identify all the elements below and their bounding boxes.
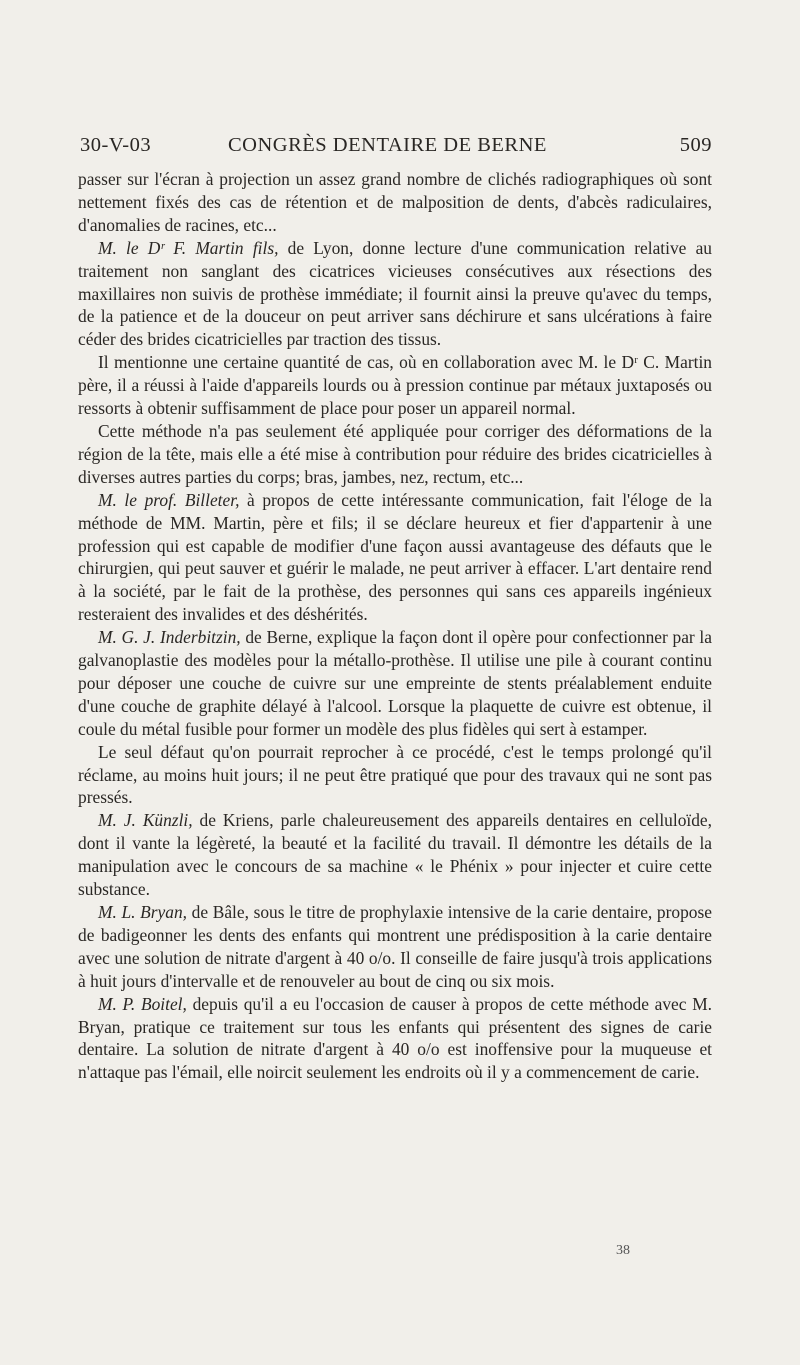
paragraph: M. G. J. Inderbitzin, de Berne, explique la façon dont il opère pour confectionner par la galvanoplastie des modèles pour la métallo-prothèse. Il utilise une pile à courant continu pour déposer une couche de cuivre sur une empreinte de stents préalablement enduite d'une couche de graphite délayé à l'alcool. Lorsque la plaquette de cuivre est obtenue, il coule du métal fusible pour former un modèle des plus fidèles qui sert à estamper. (78, 627, 712, 739)
paragraph: Il mentionne une certaine quantité de cas, où en collaboration avec M. le Dʳ C. Martin père, il a réussi à l'aide d'appareils lourds ou à pression continue par métaux juxtaposés ou ressorts à obtenir suffisamment de place pour poser un appareil normal. (78, 352, 712, 419)
paragraph: M. P. Boitel, depuis qu'il a eu l'occasion de causer à propos de cette méthode avec M. Bryan, pratique ce traitement sur tous les enfants qui présentent des signes de carie dentaire. La solution de nitrate d'argent à 40 o/o est inoffensive pour la muqueuse et n'attaque pas l'émail, elle noircit seulement les endroits où il y a commencement de carie. (78, 993, 713, 1083)
speaker-name: M. G. J. Inderbitzin, (98, 627, 241, 648)
speaker-name: M. le Dʳ F. Martin fils, (98, 237, 279, 258)
speaker-name: M. J. Künzli, (98, 810, 193, 831)
body-text (78, 168, 712, 1084)
paragraph: M. J. Künzli, de Kriens, parle chaleureusement des appareils dentaires en celluloïde, dont il vante la légèreté, la beauté et la facilité du travail. Il démontre les détails de la manipulation avec le concours de sa machine « le Phénix » pour injecter et cuire cette substance. (78, 810, 712, 900)
paragraph: passer sur l'écran à projection un assez grand nombre de clichés radiographiques où sont nettement fixés des cas de rétention et de malposition de dents, d'abcès radiculaires, d'anomalies de racines, etc... (78, 169, 712, 235)
speaker-name: M. L. Bryan, (98, 902, 188, 922)
speaker-name: M. P. Boitel, (98, 993, 187, 1014)
paragraph: M. le prof. Billeter, à propos de cette intéressante communication, fait l'éloge de la méthode de MM. Martin, père et fils; il se déclare heureux et fier d'appartenir à une profession qui est capable de modifier d'une façon aussi avantageuse des défauts que le chirurgien, qui peut sauver et guérir le malade, ne peut arriver à effacer. L'art dentaire rend à la société, par le fait de la prothèse, des personnes qui sans ces appareils ingénieux resteraient des invalides et des déshérités. (78, 489, 712, 625)
header-title: CONGRÈS DENTAIRE DE BERNE (228, 134, 547, 156)
signature-mark: 38 (616, 1243, 630, 1258)
paragraph: M. L. Bryan, de Bâle, sous le titre de prophylaxie intensive de la carie dentaire, propose de badigeonner les dents des enfants qui montrent une prédisposition à la carie dentaire avec une solution de nitrate d'argent à 40 o/o. Il conseille de faire jusqu'à trois applications à huit jours d'intervalle et de renouveler au bout de cinq ou six mois. (78, 902, 712, 991)
paragraph: Cette méthode n'a pas seulement été appliquée pour corriger des déformations de la région de la tête, mais elle a été mise à contribution pour réduire des brides cicatricielles à diverses autres parties du corps; bras, jambes, nez, rectum, etc... (78, 420, 712, 487)
page-number: 509 (679, 134, 712, 156)
running-header (80, 134, 712, 164)
speaker-name: M. le prof. Billeter, (98, 489, 240, 510)
header-date: 30-V-03 (80, 134, 152, 156)
paragraph: Le seul défaut qu'on pourrait reprocher à ce procédé, c'est le temps prolongé qu'il réclame, au moins huit jours; il ne peut être pratiqué que pour des travaux qui ne sont pas pressés. (78, 741, 712, 808)
paragraph: M. le Dʳ F. Martin fils, de Lyon, donne lecture d'une communication relative au traitement non sanglant des cicatrices vicieuses consécutives aux résections des maxillaires non suivis de prothèse immédiate; il fournit ainsi la preuve qu'avec du temps, de la patience et de la douceur on peut arriver sans déchirure et sans ulcérations à faire céder des brides cicatricielles par traction des tissus. (78, 237, 712, 350)
